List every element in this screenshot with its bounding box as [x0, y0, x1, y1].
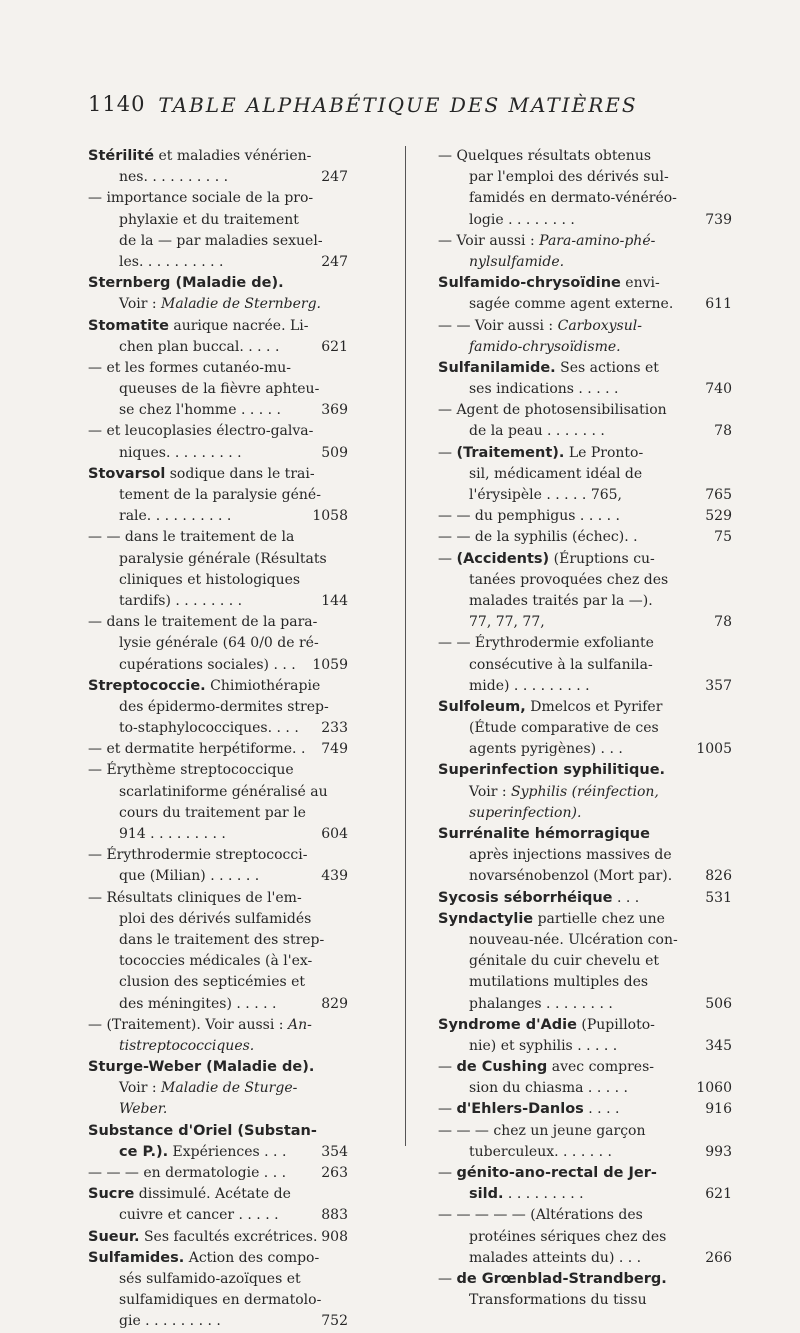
index-text: — (Traitement). Voir aussi :	[88, 1016, 288, 1033]
index-line	[88, 972, 348, 993]
index-line	[88, 782, 348, 803]
page-reference: 354	[321, 1143, 348, 1160]
index-line	[438, 803, 706, 824]
index-text: novarsénobenzol (Mort par).	[469, 868, 673, 885]
index-line	[88, 655, 348, 676]
index-text: — — — en dermatologie . . .	[88, 1165, 287, 1181]
index-text: Weber.	[119, 1101, 168, 1118]
page-reference: 916	[705, 1101, 732, 1118]
index-line	[88, 951, 348, 972]
index-text: cliniques et histologiques	[119, 571, 301, 588]
index-line	[88, 994, 348, 1015]
index-text: paralysie générale (Résultats	[119, 550, 327, 567]
index-heading: Syndactylie	[438, 910, 534, 927]
index-line	[88, 718, 348, 739]
page-reference: 883	[321, 1207, 348, 1224]
index-text: que (Milian) . . . . . .	[119, 868, 260, 885]
index-text: protéines sériques chez des	[469, 1228, 667, 1245]
index-line	[88, 1036, 348, 1057]
page-reference: 369	[321, 402, 348, 419]
page-reference: 604	[321, 826, 348, 842]
index-text: tanées provoquées chez des	[469, 571, 669, 588]
index-line	[438, 358, 706, 379]
index-text: —	[438, 1270, 457, 1287]
page-number: 1140	[88, 92, 146, 116]
index-line	[88, 824, 348, 845]
index-text: — — du pemphigus . . . . .	[438, 508, 620, 525]
page-reference: 752	[321, 1313, 348, 1330]
index-line	[438, 506, 732, 527]
index-line	[438, 273, 706, 294]
index-heading: génito-ano-rectal de Jer-	[456, 1165, 657, 1181]
index-text: —	[438, 444, 457, 461]
index-line	[438, 379, 732, 400]
index-text: aurique nacrée. Li-	[168, 317, 309, 334]
index-line	[88, 930, 348, 951]
index-line	[88, 294, 348, 315]
index-line	[88, 231, 348, 252]
index-line	[438, 930, 706, 951]
index-column-right	[438, 146, 732, 1311]
index-text: logie . . . . . . . .	[469, 211, 575, 228]
index-text: chen plan buccal. . . . .	[119, 338, 280, 355]
page-reference: 611	[705, 296, 732, 313]
index-text: tement de la paralysie géné-	[119, 487, 321, 503]
page-reference: 749	[321, 741, 348, 758]
index-text: l'érysipèle . . . . . 765,	[469, 487, 623, 503]
index-line	[438, 400, 706, 421]
page-reference: 233	[321, 720, 348, 737]
index-text: —	[438, 550, 457, 567]
index-heading: Superinfection syphilitique.	[438, 762, 666, 779]
index-text: — dans le traitement de la para-	[88, 614, 318, 631]
index-text: niques. . . . . . . . .	[119, 444, 242, 461]
index-line	[88, 485, 348, 506]
index-line	[88, 1205, 348, 1226]
index-line	[88, 888, 348, 909]
index-text: malades atteints du) . . .	[469, 1249, 642, 1266]
index-text: Maladie de Sternberg.	[161, 296, 321, 313]
index-text: Ses facultés excrétrices.	[139, 1228, 318, 1245]
index-line	[438, 167, 706, 188]
index-text: (Pupilloto-	[576, 1016, 655, 1033]
index-heading: Sycosis séborrhéique	[438, 889, 613, 906]
page-reference: 144	[321, 592, 348, 609]
page-reference: 1058	[312, 508, 348, 525]
index-line	[438, 485, 732, 506]
index-text: de la peau . . . . . . .	[469, 423, 605, 440]
index-line	[438, 294, 732, 315]
index-line	[438, 1015, 706, 1036]
index-line	[88, 188, 348, 209]
index-text: après injections massives de	[469, 847, 672, 864]
index-text: phylaxie et du traitement	[119, 211, 299, 228]
index-text: Chimiothérapie	[205, 677, 321, 694]
index-line	[438, 1248, 732, 1269]
index-text: superinfection).	[469, 804, 582, 821]
index-text: — et les formes cutanéo-mu-	[88, 359, 292, 376]
page-header	[88, 92, 708, 126]
index-text: tardifs) . . . . . . . .	[119, 592, 243, 609]
index-heading: Surrénalite hémorragique	[438, 826, 650, 842]
index-line	[438, 1099, 732, 1120]
index-text: — — — — — (Altérations des	[438, 1207, 643, 1224]
page-reference: 263	[321, 1165, 348, 1181]
index-line	[88, 316, 348, 337]
index-text: des méningites) . . . . .	[119, 995, 277, 1012]
index-heading: de Cushing	[456, 1059, 548, 1076]
index-line	[438, 231, 706, 252]
index-line	[438, 1078, 732, 1099]
page-reference: 75	[714, 529, 732, 546]
index-text: sulfamidiques en dermatolo-	[119, 1292, 322, 1309]
index-text: Voir :	[119, 1080, 162, 1097]
index-text: — — de la syphilis (échec). .	[438, 529, 638, 546]
index-line	[438, 252, 706, 273]
index-line	[88, 1099, 348, 1120]
index-line	[438, 824, 706, 845]
index-line	[438, 1269, 706, 1290]
index-text: — Résultats cliniques de l'em-	[88, 889, 302, 906]
index-line	[438, 1227, 706, 1248]
index-text: Para-amino-phé-	[539, 232, 656, 249]
index-text: — — Voir aussi :	[438, 317, 558, 334]
index-line	[88, 1015, 348, 1036]
index-line	[88, 400, 348, 421]
index-line	[88, 760, 348, 781]
index-line	[88, 273, 348, 294]
index-line	[88, 252, 348, 273]
index-line	[88, 379, 348, 400]
index-text: Ses actions et	[555, 359, 659, 376]
index-text: Transformations du tissu	[469, 1292, 647, 1309]
index-text: tococcies médicales (à l'ex-	[119, 953, 313, 970]
index-text: Voir :	[469, 783, 512, 800]
index-text: nouveau-née. Ulcération con-	[469, 931, 678, 948]
index-text: par l'emploi des dérivés sul-	[469, 169, 669, 186]
index-line	[88, 739, 348, 760]
index-line	[88, 591, 348, 612]
index-line	[438, 591, 706, 612]
index-line	[88, 803, 348, 824]
index-line	[88, 570, 348, 591]
index-line	[438, 210, 732, 231]
index-heading: Stomatite	[88, 317, 169, 334]
index-heading: de Grœnblad-Strandberg.	[456, 1270, 667, 1287]
index-text: famido-chrysoïdisme.	[469, 338, 621, 355]
index-line	[438, 739, 732, 760]
index-line	[438, 866, 732, 887]
index-text: cupérations sociales) . . .	[119, 656, 296, 673]
page-reference: 1005	[696, 741, 732, 758]
index-text: malades traités par la —).	[469, 592, 653, 609]
index-text: et maladies vénérien-	[154, 148, 312, 164]
index-heading: Sucre	[88, 1186, 135, 1203]
index-text: — Érythème streptococcique	[88, 762, 294, 779]
index-heading: Stovarsol	[88, 465, 166, 482]
index-text: 914 . . . . . . . . .	[119, 826, 226, 842]
page-reference: 266	[705, 1249, 732, 1266]
index-text: sil, médicament idéal de	[469, 465, 643, 482]
index-text: les. . . . . . . . . .	[119, 253, 224, 270]
page-reference: 908	[321, 1228, 348, 1245]
index-line	[438, 718, 706, 739]
index-line	[88, 1227, 348, 1248]
index-heading: Sueur.	[88, 1228, 140, 1245]
index-text: An-	[287, 1016, 312, 1033]
index-line	[88, 1311, 348, 1332]
page-reference: 509	[321, 444, 348, 461]
index-line	[438, 337, 706, 358]
index-text: (Étude comparative de ces	[469, 720, 659, 737]
index-text: phalanges . . . . . . . .	[469, 995, 613, 1012]
index-text: famidés en dermato-vénéréo-	[469, 190, 677, 207]
index-text: — Agent de photosensibilisation	[438, 402, 667, 419]
index-text: —	[438, 1101, 457, 1118]
index-text: mide) . . . . . . . . .	[469, 677, 590, 694]
index-text: . . .	[612, 889, 640, 906]
index-text: gie . . . . . . . . .	[119, 1313, 221, 1330]
index-line	[88, 421, 348, 442]
index-line	[438, 1205, 706, 1226]
index-text: lysie générale (64 0/0 de ré-	[119, 635, 319, 652]
index-line	[88, 464, 348, 485]
index-line	[438, 421, 732, 442]
index-text: — — Érythrodermie exfoliante	[438, 635, 654, 652]
page-reference: 529	[705, 508, 732, 525]
index-text: nie) et syphilis . . . . .	[469, 1037, 618, 1054]
index-text: — Quelques résultats obtenus	[438, 148, 652, 164]
index-line	[438, 1163, 706, 1184]
index-text: Maladie de Sturge-	[161, 1080, 298, 1097]
index-line	[88, 845, 348, 866]
index-line	[438, 782, 706, 803]
index-text: consécutive à la sulfanila-	[469, 656, 653, 673]
index-text: — et leucoplasies électro-galva-	[88, 423, 314, 440]
index-line	[88, 697, 348, 718]
index-line	[438, 527, 732, 548]
index-line	[438, 316, 706, 337]
index-text: sés sulfamido-azoïques et	[119, 1270, 301, 1287]
index-line	[438, 760, 706, 781]
page-reference: 357	[705, 677, 732, 694]
index-line	[88, 1248, 348, 1269]
index-text: agents pyrigènes) . . .	[469, 741, 623, 758]
page-reference: 531	[705, 889, 732, 906]
index-line	[88, 633, 348, 654]
index-text: to-staphylococciques. . . .	[119, 720, 299, 737]
index-text: génitale du cuir chevelu et	[469, 953, 660, 970]
index-text: nylsulfamide.	[469, 253, 565, 270]
index-line	[88, 146, 348, 167]
page-reference: 439	[321, 868, 348, 885]
index-text: Voir :	[119, 296, 162, 313]
index-text: se chez l'homme . . . . .	[119, 402, 281, 419]
index-text: ses indications . . . . .	[469, 381, 619, 398]
index-heading: Sturge-Weber (Maladie de).	[88, 1059, 315, 1076]
index-line	[88, 1269, 348, 1290]
index-heading: Sulfamides.	[88, 1249, 185, 1266]
index-line	[438, 146, 706, 167]
index-text: — — dans le traitement de la	[88, 529, 295, 546]
index-text: tuberculeux. . . . . . .	[469, 1143, 612, 1160]
index-text: cuivre et cancer . . . . .	[119, 1207, 279, 1224]
index-line	[438, 697, 706, 718]
index-text: 77, 77, 77,	[469, 614, 545, 631]
index-text: (Éruptions cu-	[549, 550, 655, 567]
index-line	[88, 358, 348, 379]
index-line	[438, 1057, 706, 1078]
index-text: dans le traitement des strep-	[119, 931, 325, 948]
index-line	[88, 506, 348, 527]
index-text: mutilations multiples des	[469, 974, 649, 991]
index-text: tistreptococciques.	[119, 1037, 255, 1054]
index-line	[88, 337, 348, 358]
index-text: —	[438, 1165, 457, 1181]
index-text: ploi des dérivés sulfamidés	[119, 910, 312, 927]
page-reference: 247	[321, 169, 348, 186]
index-text: Action des compo-	[184, 1249, 320, 1266]
index-text: clusion des septicémies et	[119, 974, 306, 991]
index-line	[438, 1121, 706, 1142]
index-line	[438, 655, 706, 676]
index-heading: Substance d'Oriel (Substan-	[88, 1122, 317, 1139]
index-text: nes. . . . . . . . . .	[119, 169, 229, 186]
index-line	[88, 1163, 348, 1184]
index-text: partielle chez une	[533, 910, 665, 927]
index-line	[438, 1184, 732, 1205]
index-heading: Sulfamido-chrysoïdine	[438, 275, 621, 292]
index-text: sion du chiasma . . . . .	[469, 1080, 628, 1097]
index-text: Syphilis (réinfection,	[511, 783, 659, 800]
index-line	[88, 1184, 348, 1205]
page-reference: 765	[705, 487, 732, 503]
index-column-left	[88, 146, 348, 1333]
index-line	[438, 570, 706, 591]
page-reference: 621	[705, 1186, 732, 1203]
index-text: queuses de la fièvre aphteu-	[119, 381, 320, 398]
page-reference: 1059	[312, 656, 348, 673]
index-line	[438, 994, 732, 1015]
index-text: . . . . . . . . .	[503, 1186, 584, 1203]
index-text: sagée comme agent externe.	[469, 296, 674, 313]
index-line	[438, 612, 732, 633]
index-heading: Sternberg (Maladie de).	[88, 275, 284, 292]
index-line	[438, 888, 732, 909]
index-line	[438, 951, 706, 972]
index-text: Expériences . . .	[168, 1143, 287, 1160]
index-line	[88, 612, 348, 633]
page-reference: 993	[705, 1143, 732, 1160]
index-line	[438, 464, 706, 485]
page-reference: 829	[321, 995, 348, 1012]
index-heading: Syndrome d'Adie	[438, 1016, 577, 1033]
index-heading: Stérilité	[88, 148, 155, 164]
index-text: dissimulé. Acétate de	[134, 1186, 291, 1203]
column-divider	[405, 146, 406, 1146]
page-reference: 345	[705, 1037, 732, 1054]
index-heading: (Traitement).	[456, 444, 565, 461]
page-reference: 506	[705, 995, 732, 1012]
page-reference: 621	[321, 338, 348, 355]
index-line	[88, 167, 348, 188]
index-heading: Sulfoleum,	[438, 698, 526, 715]
index-line	[438, 1036, 732, 1057]
index-text: Dmelcos et Pyrifer	[525, 698, 663, 715]
index-text: des épidermo-dermites strep-	[119, 698, 329, 715]
index-line	[88, 1121, 348, 1142]
index-line	[438, 1290, 706, 1311]
index-text: rale. . . . . . . . . .	[119, 508, 232, 525]
index-heading: Sulfanilamide.	[438, 359, 556, 376]
index-line	[438, 443, 706, 464]
index-text: — importance sociale de la pro-	[88, 190, 314, 207]
index-line	[438, 188, 706, 209]
index-line	[88, 909, 348, 930]
page-reference: 78	[714, 423, 732, 440]
index-text: — et dermatite herpétiforme. .	[88, 741, 306, 758]
running-title: TABLE ALPHABÉTIQUE DES MATIÈRES	[158, 93, 638, 117]
index-line	[88, 549, 348, 570]
index-heading: d'Ehlers-Danlos	[456, 1101, 584, 1118]
index-text: Le Pronto-	[564, 444, 644, 461]
index-line	[88, 527, 348, 548]
index-text: — — — chez un jeune garçon	[438, 1122, 646, 1139]
index-line	[438, 676, 732, 697]
index-text: — Voir aussi :	[438, 232, 540, 249]
page-reference: 826	[705, 868, 732, 885]
page-reference: 247	[321, 253, 348, 270]
index-text: — Érythrodermie streptococci-	[88, 847, 308, 864]
index-line	[88, 676, 348, 697]
index-heading: sild.	[469, 1186, 504, 1203]
index-line	[88, 210, 348, 231]
index-text: envi-	[620, 275, 660, 292]
index-line	[88, 1078, 348, 1099]
index-line	[438, 845, 706, 866]
index-line	[88, 1057, 348, 1078]
index-line	[88, 1290, 348, 1311]
index-text: sodique dans le trai-	[165, 465, 315, 482]
index-heading: Streptococcie.	[88, 677, 206, 694]
index-text: . . . .	[583, 1101, 620, 1118]
page-reference: 740	[705, 381, 732, 398]
index-line	[438, 549, 706, 570]
index-line	[438, 1142, 732, 1163]
index-line	[88, 443, 348, 464]
index-line	[88, 1142, 348, 1163]
index-text: de la — par maladies sexuel-	[119, 232, 323, 249]
page-reference: 739	[705, 211, 732, 228]
page-reference: 78	[714, 614, 732, 631]
index-text: Carboxysul-	[557, 317, 642, 334]
index-line	[438, 972, 706, 993]
index-line	[438, 909, 706, 930]
index-line	[88, 866, 348, 887]
index-text: cours du traitement par le	[119, 804, 306, 821]
page-reference: 1060	[696, 1080, 732, 1097]
index-line	[438, 633, 706, 654]
index-text: —	[438, 1059, 457, 1076]
index-text: avec compres-	[547, 1059, 654, 1076]
index-heading: ce P.).	[119, 1143, 169, 1160]
index-text: scarlatiniforme généralisé au	[119, 783, 328, 800]
index-heading: (Accidents)	[456, 550, 550, 567]
